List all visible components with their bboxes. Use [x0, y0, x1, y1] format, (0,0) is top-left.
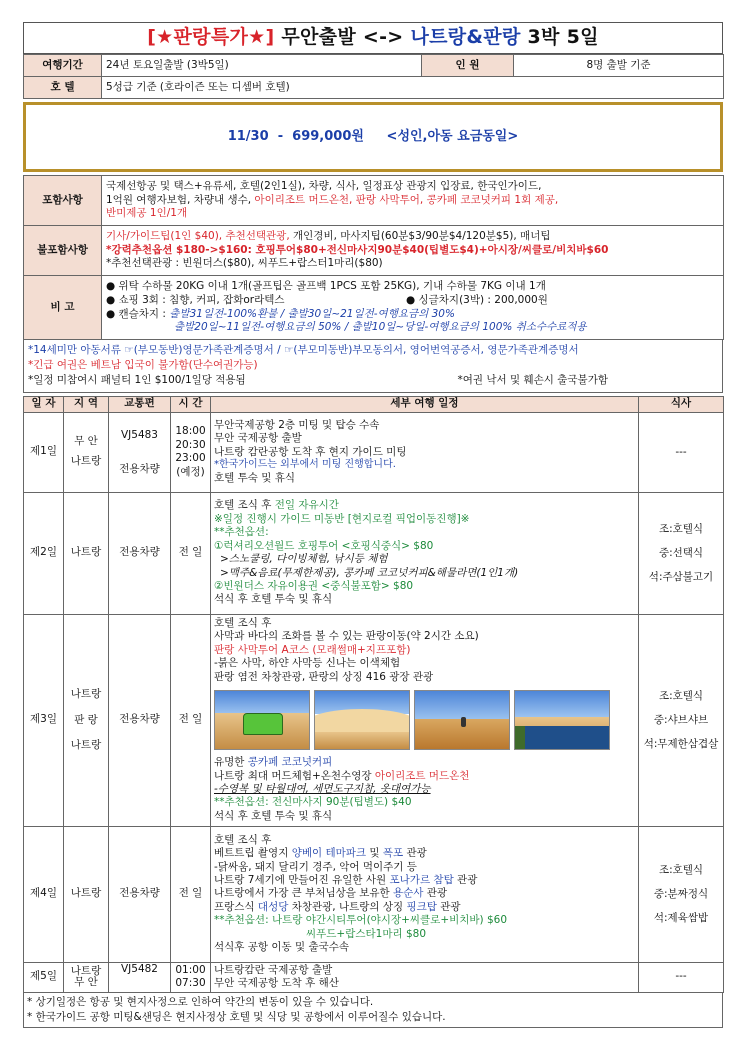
- header-day: 일 자: [24, 396, 64, 412]
- day1-flight: VJ5483: [120, 428, 158, 441]
- day3-line: 석식 후 호텔 투숙 및 휴식: [214, 809, 333, 822]
- day4-line: 호텔 조식 후: [214, 833, 272, 846]
- period-label: 여행기간: [24, 55, 102, 77]
- header-region: 지 역: [64, 396, 109, 412]
- day2-line: ※일정 진행시 가이드 미동반 [현지로컬 픽업이동진행]※: [214, 512, 470, 525]
- day3-line: 호텔 조식 후: [214, 616, 272, 629]
- schedule-row-day3: [24, 614, 724, 826]
- day4-meals: [639, 826, 724, 962]
- day5-transport: VJ5482: [109, 962, 171, 992]
- day5-label: 제5일: [24, 962, 64, 992]
- day5-region-1: 나트랑: [70, 964, 102, 977]
- day3-label: 제3일: [24, 614, 64, 826]
- day4-region: 나트랑: [64, 826, 109, 962]
- notes-line-3: [28, 373, 718, 388]
- day3-photo-strip: [214, 690, 635, 750]
- day4-breakfast: 조:호텔식: [658, 863, 704, 876]
- included-label: 포함사항: [24, 176, 102, 226]
- red-dune-photo: [414, 690, 510, 750]
- day4-line: 나트랑에서 가장 큰 부처님상을 보유한 용순사 관광: [214, 887, 448, 900]
- hotel-label: 호 텔: [24, 77, 102, 99]
- day3-line: 판랑 사막투어 A코스 (모래썰매+지프포함): [214, 643, 411, 656]
- day2-label: 제2일: [24, 492, 64, 614]
- day3-lunch: 중:샤브샤브: [653, 714, 709, 727]
- day1-vehicle: 전용차량: [119, 462, 160, 475]
- day4-line: **추천옵션: 나트랑 야간시티투어(야시장+씨클로+비치바) $60: [214, 914, 508, 927]
- day4-time: 전 일: [171, 826, 211, 962]
- day2-transport: 전용차량: [109, 492, 171, 614]
- remarks-label: 비 고: [24, 276, 102, 340]
- white-dune-photo: [314, 690, 410, 750]
- day2-region: 나트랑: [64, 492, 109, 614]
- people-label: 인 원: [422, 55, 514, 77]
- day5-region: [64, 962, 109, 992]
- period-value: 24년 토요일출발 (3박5일): [102, 55, 422, 77]
- day4-lunch: 중:분짜정식: [653, 888, 709, 901]
- day2-detail: [211, 492, 639, 614]
- remarks-cancel-policy-1: 출발31일전-100%환불 / 출발30일~21일전-여행요금의 30%: [169, 307, 455, 320]
- remarks-line-1: ● 위탁 수하물 20KG 이내 1개(골프팁은 골프백 1PCS 포함 25KG), 기내 수하물 7KG 이내 1개: [106, 279, 546, 292]
- day2-lunch: 중:선택식: [658, 547, 704, 560]
- day2-line: ①럭셔리오션월드 호핑투어 <호핑식중식> $80: [214, 539, 434, 552]
- excluded-line-1-plain: 개인경비, 마사지팁(60분$3/90분$4/120분$5), 매너팁: [289, 229, 551, 242]
- notes-line-2: *긴급 여권은 베트남 입국이 불가함(단수여권가능): [28, 359, 258, 372]
- remarks-cancel-label: ● 캔슬차지 :: [106, 307, 170, 320]
- day1-region: [64, 412, 109, 492]
- schedule-row-day4: [24, 826, 724, 962]
- day4-dinner: 석:제육쌈밥: [653, 912, 709, 925]
- day5-meals: ---: [639, 962, 724, 992]
- day3-detail: [211, 614, 639, 826]
- excluded-line-1-highlight: 기사/가이드팁(1인 $40), 추천선택관광,: [106, 229, 290, 242]
- day3-line: 유명한 콩카페 코코넛커피: [214, 756, 333, 769]
- day4-line: 석식후 공항 이동 및 출국수속: [214, 941, 350, 954]
- day2-breakfast: 조:호텔식: [658, 522, 704, 535]
- day3-breakfast: 조:호텔식: [658, 689, 704, 702]
- day1-line: 무안 국제공항 출발: [214, 432, 302, 445]
- day2-line: 석식 후 호텔 투숙 및 휴식: [214, 593, 333, 606]
- day5-time-1: 01:00: [175, 963, 206, 976]
- day1-time-4: (예정): [176, 465, 205, 478]
- day3-line: -붉은 사막, 하얀 사막등 신나는 이색체험: [214, 657, 401, 670]
- day2-line: >스노쿨링, 다이빙체험, 낚시등 체험: [220, 553, 388, 566]
- day4-transport: 전용차량: [109, 826, 171, 962]
- day1-region-2: 나트랑: [70, 455, 102, 468]
- day1-label: 제1일: [24, 412, 64, 492]
- title-destination: 나트랑&판랑: [410, 26, 521, 49]
- day4-line: -닭싸움, 돼지 달리기 경주, 악어 먹이주기 등: [214, 860, 417, 873]
- included-line-3: 반미제공 1인/1개: [106, 207, 188, 220]
- people-value: 8명 출발 기준: [514, 55, 724, 77]
- remarks-shopping: ● 쇼핑 3회 : 침향, 커피, 잡화or라텍스: [106, 293, 285, 306]
- excluded-line-1: [106, 230, 719, 244]
- conditions-table: [23, 175, 724, 340]
- day3-meals: [639, 614, 724, 826]
- day3-line: 사막과 바다의 조화를 볼 수 있는 판랑이동(약 2시간 소요): [214, 630, 479, 643]
- day1-line: 나트랑 캄란공항 도착 후 현지 가이드 미팅: [214, 445, 407, 458]
- day5-time-2: 07:30: [175, 977, 206, 990]
- excluded-label: 불포함사항: [24, 226, 102, 276]
- day3-line: 나트랑 최대 머드체험+온천수영장 아이리조트 머드온천: [214, 769, 470, 782]
- excluded-line-3: *추천선택관광 : 빈원더스($80), 씨푸드+랍스터1마리($80): [106, 257, 383, 270]
- title-promo: [★판랑특가★]: [147, 26, 275, 49]
- schedule-row-day1: [24, 412, 724, 492]
- day3-line: **추천옵션: 전신마사지 90분(팁별도) $40: [214, 796, 412, 809]
- day4-line: 베트트립 촬영지 양베이 테마파크 및 폭포 관광: [214, 847, 427, 860]
- included-line-2-highlight: 아이리조트 머드온천, 판랑 사막투어, 콩카페 코코넛커피 1회 제공,: [254, 193, 559, 206]
- lake-photo: [514, 690, 610, 750]
- day1-time-1: 18:00: [175, 424, 206, 437]
- remarks-content: [102, 276, 724, 340]
- day2-line: >맥주&음료(무제한제공), 콩카페 코코넛커피&해물라면(1인1개): [220, 566, 519, 579]
- day3-region: [64, 614, 109, 826]
- price-banner: 11/30 - 699,000원 <성인,아동 요금동일>: [23, 102, 723, 172]
- header-meals: 식사: [639, 396, 724, 412]
- day3-region-1: 나트랑: [70, 688, 102, 701]
- day5-detail: [211, 962, 639, 992]
- desert-jeep-photo: [214, 690, 310, 750]
- footer-notes: [23, 993, 723, 1028]
- notes-passport: *여권 낙서 및 훼손시 출국불가함: [457, 374, 608, 387]
- notes-penalty: *일정 미참여시 패널티 1인 $100/1일당 적용됨: [28, 374, 246, 387]
- footer-line-2: * 한국가이드 공항 미팅&샌딩은 현지사정상 호텔 및 식당 및 공항에서 이루어질수 있습니다.: [27, 1010, 446, 1023]
- day3-region-2: 판 랑: [74, 713, 98, 726]
- day5-times: [171, 962, 211, 992]
- day2-dinner: 석:주삼불고기: [648, 571, 714, 584]
- header-detail: 세부 여행 일정: [211, 396, 639, 412]
- day1-time-2: 20:30: [175, 438, 206, 451]
- itinerary-page: [23, 22, 723, 1028]
- day1-line: *한국가이드는 외부에서 미팅 진행합니다.: [214, 459, 396, 471]
- info-table: [23, 54, 724, 99]
- schedule-row-day5: [24, 962, 724, 992]
- day1-meals: ---: [639, 412, 724, 492]
- included-content: [102, 176, 724, 226]
- day2-time: 전 일: [171, 492, 211, 614]
- day1-line: 호텔 투숙 및 휴식: [214, 471, 296, 484]
- schedule-header: [24, 396, 724, 412]
- day4-detail: [211, 826, 639, 962]
- day5-region-2: 무 안: [74, 976, 98, 989]
- hotel-value: 5성급 기준 (호라이즌 또는 디셈버 호텔): [102, 77, 724, 99]
- day5-line: 나트랑캄란 국제공항 출발: [214, 963, 333, 976]
- day1-times: [171, 412, 211, 492]
- footer-line-1: * 상기일정은 항공 및 현지사정으로 인하여 약간의 변동이 있을 수 있습니다.: [27, 995, 374, 1008]
- remarks-cancel-policy-2: 출발20일~11일전-여행요금의 50% / 출발10일~당일-여행요금의 100% 취소수수료적용: [174, 321, 587, 334]
- day1-time-3: 23:00: [175, 452, 206, 465]
- day1-line: 무안국제공항 2층 미팅 및 탑승 수속: [214, 418, 380, 431]
- remarks-line-2: [106, 294, 719, 308]
- day3-region-3: 나트랑: [70, 738, 102, 751]
- header-transport: 교통편: [109, 396, 171, 412]
- day3-line: 판랑 염전 차창관광, 판랑의 상징 416 광장 관광: [214, 670, 434, 683]
- schedule-row-day2: [24, 492, 724, 614]
- day5-line: 무안 국제공항 도착 후 해산: [214, 977, 339, 990]
- day4-line: 프랑스식 대성당 차창관광, 나트랑의 상징 핑크탑 관광: [214, 900, 461, 913]
- day1-region-1: 무 안: [74, 435, 98, 448]
- day3-dinner: 석:무제한삼겹살: [643, 738, 719, 751]
- included-line-2-plain: 1억원 여행자보험, 차량내 생수,: [106, 193, 255, 206]
- day1-detail: [211, 412, 639, 492]
- day4-line: 씨푸드+랍스타1마리 $80: [306, 927, 427, 940]
- included-line-2: [106, 194, 719, 208]
- excluded-line-2: *강력추천옵션 $180->$160: 호핑투어$80+전신마사지90분$40(팁별도$4)+아시장/씨클로/비치바$60: [106, 243, 609, 256]
- day2-line: 호텔 조식 후 전일 자유시간: [214, 499, 339, 512]
- day2-meals: [639, 492, 724, 614]
- page-title: [23, 22, 723, 54]
- included-line-1: 국제선항공 및 택스+유류세, 호텔(2인1실), 차량, 식사, 일정표상 관광지 입장료, 한국인가이드,: [106, 179, 542, 192]
- day4-line: 나트랑 7세기에 만들어진 유일한 사원 포나가르 참탑 관광: [214, 874, 478, 886]
- notes-line-1: *14세미만 아동서류 ☞(부모동반)영문가족관계증명서 / ☞(부모미동반)부모동의서, 영어번역공증서, 영문가족관계증명서: [28, 344, 579, 356]
- header-time: 시 간: [171, 396, 211, 412]
- schedule-table: [23, 396, 724, 993]
- remarks-single-charge: ● 싱글차지(3박) : 200,000원: [406, 293, 548, 306]
- day2-line: ②빈원더스 자유이용권 <중식불포함> $80: [214, 580, 414, 593]
- day4-label: 제4일: [24, 826, 64, 962]
- remarks-line-3: [106, 308, 719, 322]
- day3-transport: 전용차량: [109, 614, 171, 826]
- notes-block: [23, 340, 723, 393]
- day3-time: 전 일: [171, 614, 211, 826]
- day2-free-time: 전일 자유시간: [274, 499, 339, 512]
- day2-line: **추천옵션:: [214, 526, 269, 539]
- day3-line: -수영복 및 타월대여, 세면도구지참, 옷대여가능: [214, 783, 431, 796]
- excluded-content: [102, 226, 724, 276]
- title-duration: 3박 5일: [520, 26, 599, 49]
- title-route: 무안출발 <->: [274, 26, 411, 49]
- day1-transport: [109, 412, 171, 492]
